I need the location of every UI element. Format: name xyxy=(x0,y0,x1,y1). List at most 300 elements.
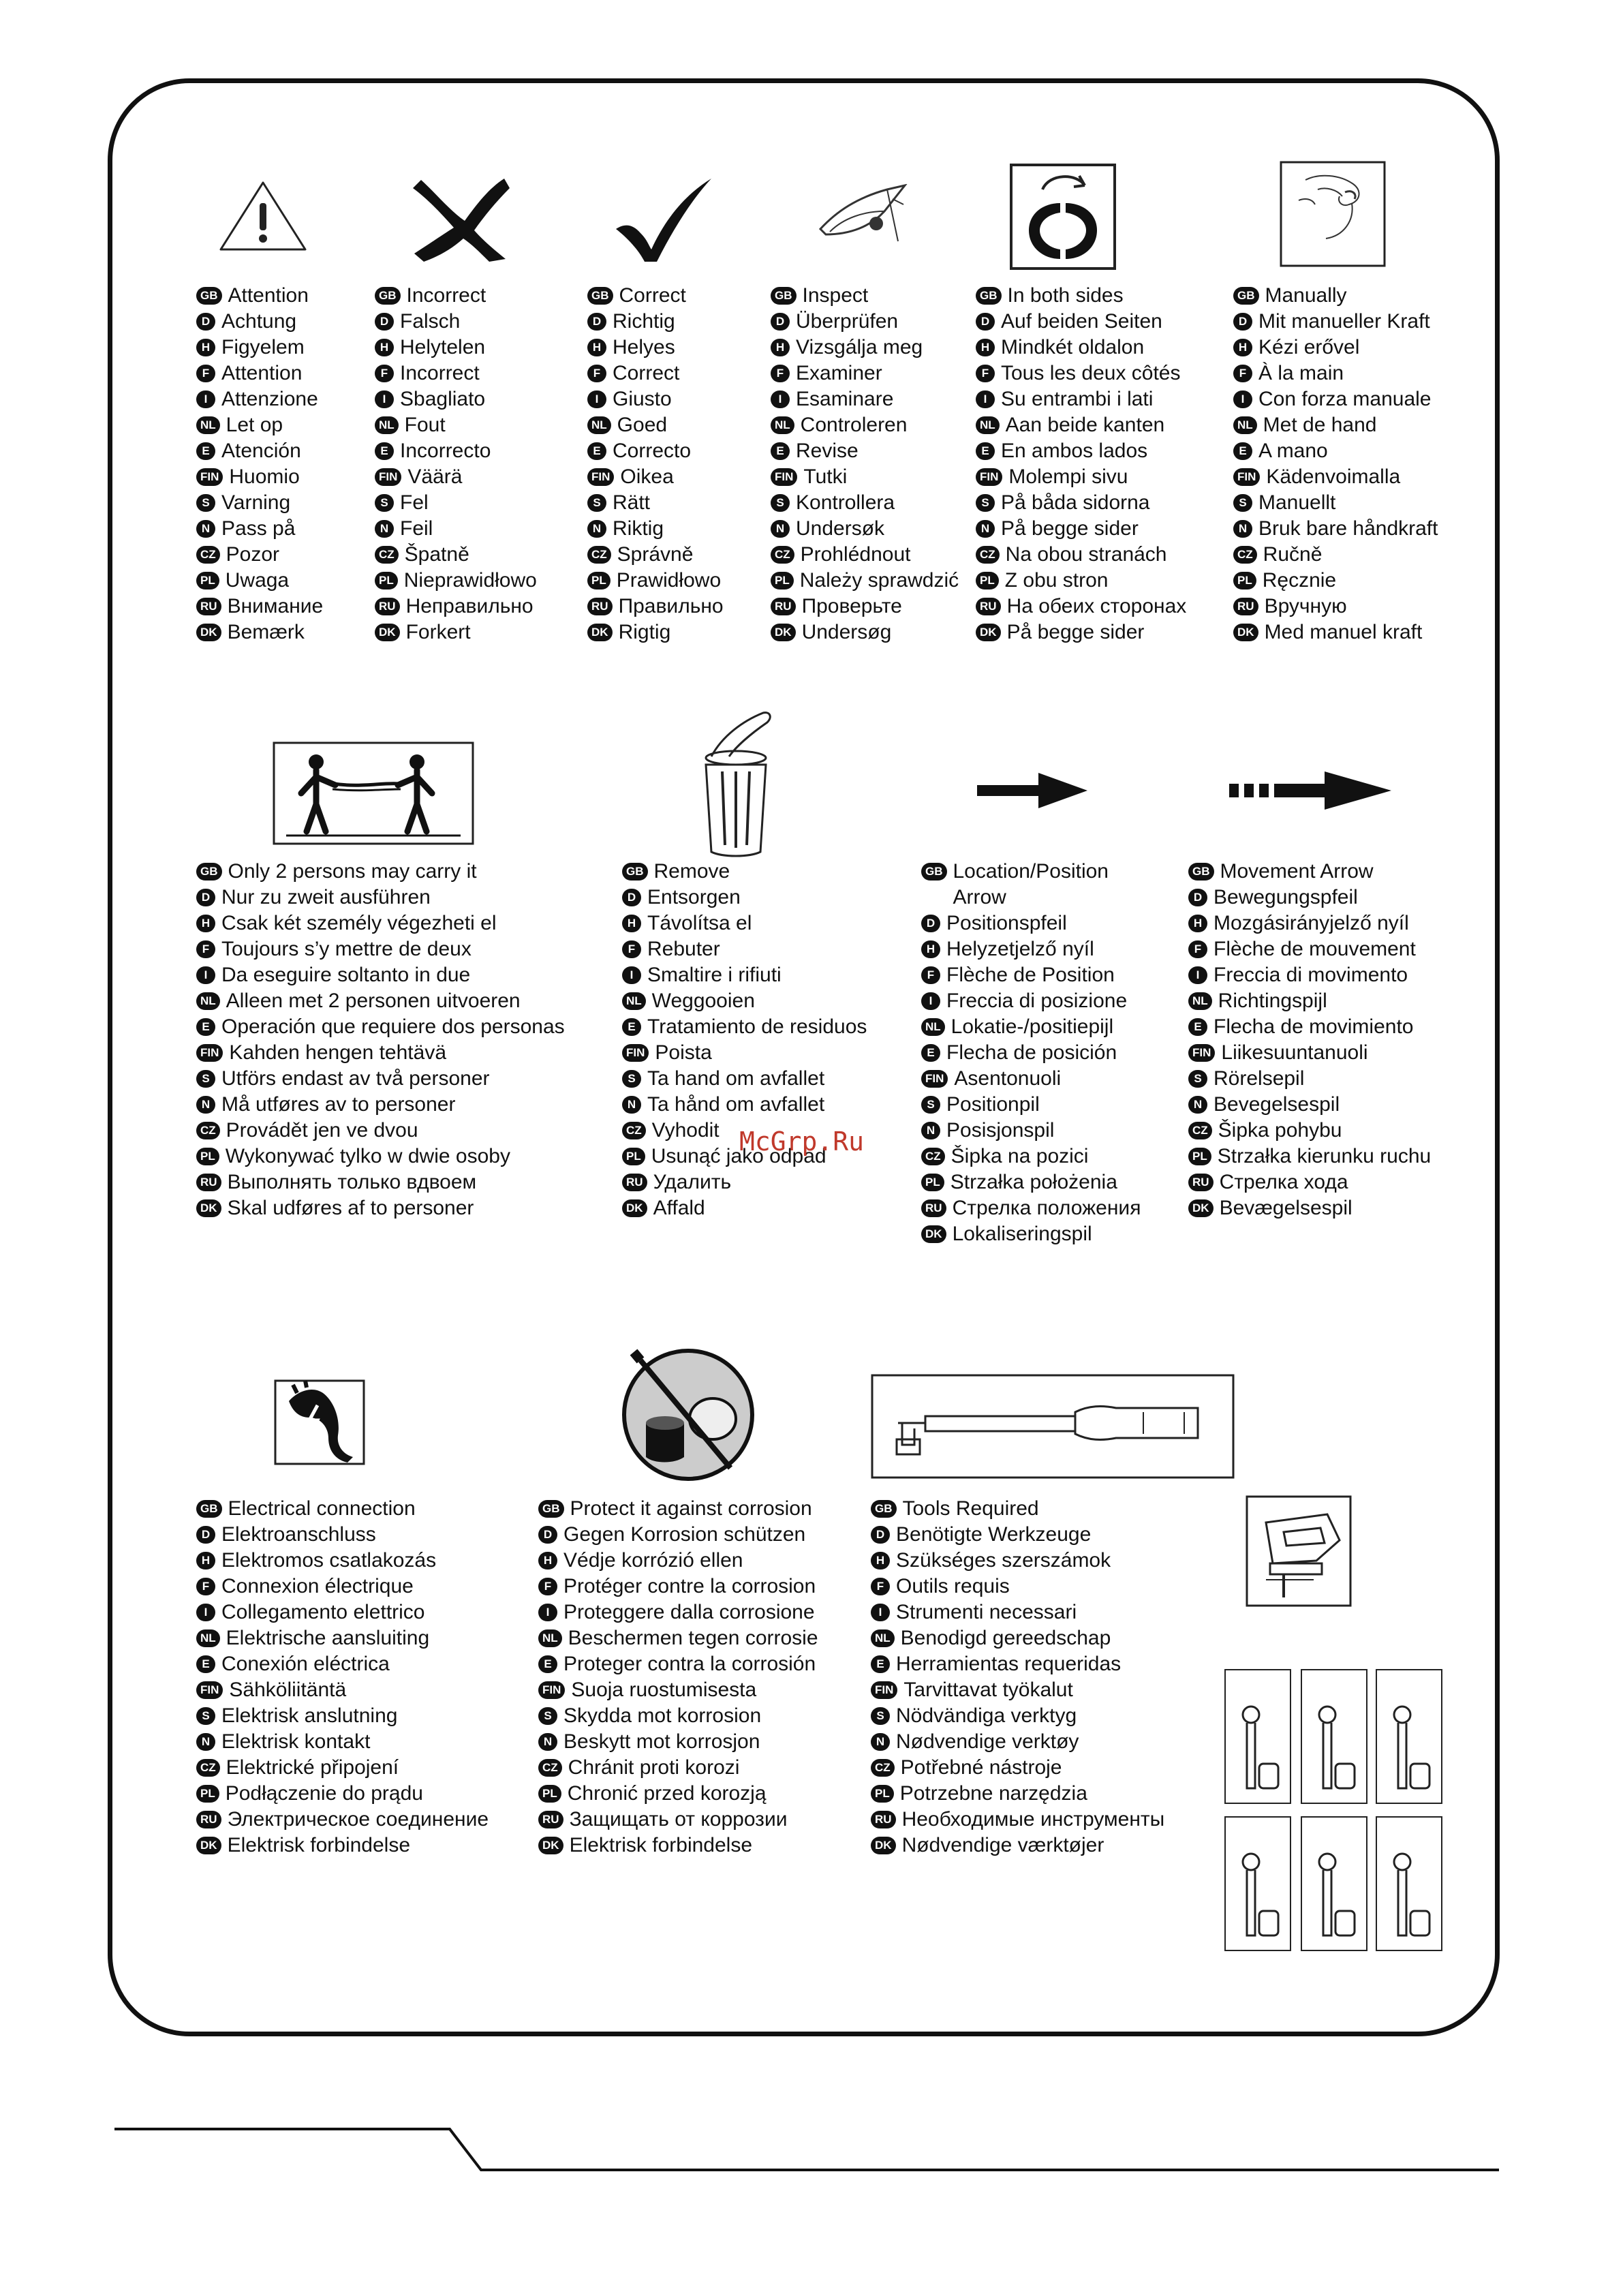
movement-arrow-icon xyxy=(1229,771,1393,810)
language-text: Med manuel kraft xyxy=(1264,621,1423,643)
language-code-badge: D xyxy=(976,313,995,331)
language-row xyxy=(921,1066,1141,1092)
language-row xyxy=(1188,910,1431,936)
language-code-badge: F xyxy=(196,940,215,958)
language-text: Podłączenie do prądu xyxy=(225,1782,423,1805)
language-row xyxy=(1233,309,1438,335)
language-text: Sähköliitäntä xyxy=(229,1679,347,1701)
language-row xyxy=(375,542,537,568)
language-row xyxy=(538,1729,818,1755)
language-text: Correct xyxy=(613,362,680,384)
language-text: Undersøk xyxy=(796,517,885,540)
language-code-badge: RU xyxy=(871,1811,896,1828)
language-code-badge: N xyxy=(196,520,215,538)
language-row xyxy=(196,1548,489,1574)
language-code-badge: E xyxy=(196,1018,215,1036)
language-row xyxy=(196,936,565,962)
language-code-badge: I xyxy=(196,391,215,408)
language-code-badge: RU xyxy=(771,598,796,615)
language-row xyxy=(196,1833,489,1858)
language-code-badge: F xyxy=(538,1578,557,1595)
language-text: Manually xyxy=(1265,284,1347,307)
language-code-badge: NL xyxy=(622,992,646,1010)
language-code-badge: F xyxy=(196,1578,215,1595)
language-code-badge: H xyxy=(771,339,790,356)
language-text: Rätt xyxy=(613,491,651,514)
language-code-badge: H xyxy=(375,339,394,356)
inspect-block xyxy=(771,283,959,645)
language-code-badge: D xyxy=(538,1526,557,1544)
language-text: Kézi erővel xyxy=(1258,336,1360,358)
language-code-badge: H xyxy=(622,915,641,932)
language-text: Väärä xyxy=(407,465,463,488)
language-text: A mano xyxy=(1258,440,1328,462)
wrench-tool-icon xyxy=(871,1374,1235,1479)
language-code-badge: S xyxy=(921,1096,940,1114)
language-code-badge: FIN xyxy=(196,1044,223,1062)
language-text: Electrical connection xyxy=(228,1497,416,1520)
language-row xyxy=(976,490,1186,516)
language-code-badge: CZ xyxy=(196,546,220,564)
language-row xyxy=(375,412,537,438)
language-row xyxy=(771,283,959,309)
language-text: Poista xyxy=(655,1041,712,1064)
language-row xyxy=(196,464,323,490)
language-text: Collegamento elettrico xyxy=(221,1601,425,1623)
language-code-badge: GB xyxy=(196,863,222,881)
language-row xyxy=(771,568,959,594)
language-row xyxy=(1233,594,1438,619)
language-row xyxy=(1233,619,1438,645)
language-text: Tutki xyxy=(803,465,848,488)
language-code-badge: DK xyxy=(921,1225,946,1243)
language-text: Revise xyxy=(796,440,859,462)
language-code-badge: N xyxy=(196,1096,215,1114)
language-text: Skydda mot korrosion xyxy=(563,1704,762,1727)
language-text: Rebuter xyxy=(647,938,720,960)
socket-wrench-set-icon xyxy=(1224,1668,1443,1957)
language-code-badge: RU xyxy=(196,1174,221,1191)
language-code-badge: PL xyxy=(587,572,610,590)
language-row xyxy=(587,438,724,464)
language-text: Attenzione xyxy=(221,388,318,410)
language-code-badge: S xyxy=(622,1070,641,1088)
language-row xyxy=(1233,412,1438,438)
language-row xyxy=(622,859,867,885)
language-code-badge: E xyxy=(1188,1018,1207,1036)
language-row xyxy=(871,1833,1164,1858)
language-code-badge: N xyxy=(1188,1096,1207,1114)
language-row xyxy=(196,283,323,309)
language-row xyxy=(587,594,724,619)
language-code-badge: H xyxy=(196,1552,215,1570)
language-text: Rigtig xyxy=(618,621,671,643)
language-row xyxy=(196,568,323,594)
language-row xyxy=(622,936,867,962)
language-text: Nur zu zweit ausführen xyxy=(221,886,431,908)
language-row xyxy=(976,542,1186,568)
language-text: Giusto xyxy=(613,388,672,410)
language-code-badge: RU xyxy=(1233,598,1258,615)
language-code-badge: S xyxy=(538,1707,557,1725)
language-code-badge: N xyxy=(976,520,995,538)
language-row xyxy=(587,412,724,438)
language-text: Let op xyxy=(226,414,283,436)
language-code-badge: FIN xyxy=(375,468,401,486)
language-text: Überprüfen xyxy=(796,310,899,333)
language-row xyxy=(587,335,724,361)
language-code-badge: NL xyxy=(1188,992,1212,1010)
language-row xyxy=(196,988,565,1014)
language-code-badge: PL xyxy=(976,572,999,590)
language-text: Tools Required xyxy=(902,1497,1039,1520)
language-row xyxy=(538,1522,818,1548)
language-code-badge: DK xyxy=(196,1837,221,1854)
language-code-badge: I xyxy=(1233,391,1252,408)
language-row xyxy=(196,885,565,910)
language-code-badge: PL xyxy=(538,1785,561,1803)
language-code-badge: H xyxy=(871,1552,890,1570)
language-code-badge: E xyxy=(196,442,215,460)
language-code-badge: PL xyxy=(196,572,219,590)
language-text: À la main xyxy=(1258,362,1344,384)
incorrect-block xyxy=(375,283,537,645)
language-code-badge: GB xyxy=(622,863,648,881)
language-text: Špatně xyxy=(404,543,469,566)
language-code-badge: FIN xyxy=(196,468,223,486)
language-text: Strumenti necessari xyxy=(896,1601,1077,1623)
language-code-badge: NL xyxy=(196,416,220,434)
language-row xyxy=(622,1092,867,1118)
language-row xyxy=(375,361,537,386)
language-code-badge: FIN xyxy=(587,468,614,486)
language-text: Provádět jen ve dvou xyxy=(226,1119,418,1142)
language-code-badge: FIN xyxy=(538,1681,565,1699)
language-row xyxy=(538,1703,818,1729)
language-row xyxy=(771,490,959,516)
language-code-badge: PL xyxy=(196,1148,219,1165)
language-text: Nödvändiga verktyg xyxy=(896,1704,1077,1727)
language-row xyxy=(196,438,323,464)
language-text: Prohlédnout xyxy=(800,543,911,566)
language-row xyxy=(538,1651,818,1677)
language-text: Da eseguire soltanto in due xyxy=(221,964,471,986)
language-code-badge: RU xyxy=(921,1199,946,1217)
language-row xyxy=(196,594,323,619)
language-code-badge: NL xyxy=(196,992,220,1010)
language-row xyxy=(976,568,1186,594)
remove-block xyxy=(622,859,867,1221)
language-row xyxy=(196,962,565,988)
language-row xyxy=(196,1040,565,1066)
language-row xyxy=(1233,542,1438,568)
language-text: Met de hand xyxy=(1263,414,1377,436)
language-text: Védje korrózió ellen xyxy=(563,1549,743,1572)
language-text: Smaltire i rifiuti xyxy=(647,964,782,986)
language-text: Tous les deux côtés xyxy=(1001,362,1181,384)
language-text: Fout xyxy=(404,414,446,436)
language-code-badge: F xyxy=(1233,365,1252,382)
language-code-badge: E xyxy=(871,1655,890,1673)
language-text: Nødvendige værktøjer xyxy=(901,1834,1104,1856)
language-row xyxy=(196,335,323,361)
language-code-badge: NL xyxy=(921,1018,945,1036)
language-row xyxy=(196,1144,565,1169)
language-text: Location/Position xyxy=(953,860,1109,883)
language-row xyxy=(622,1014,867,1040)
language-text: På begge sider xyxy=(1001,517,1139,540)
language-row xyxy=(196,386,323,412)
language-text: Mozgásirányjelző nyíl xyxy=(1214,912,1409,934)
language-code-badge: GB xyxy=(538,1500,564,1518)
language-code-badge: I xyxy=(871,1604,890,1621)
language-code-badge: D xyxy=(587,313,606,331)
language-code-badge: H xyxy=(196,339,215,356)
language-text: Strzałka położenia xyxy=(950,1171,1117,1193)
language-row xyxy=(976,412,1186,438)
position-arrow-block xyxy=(921,859,1141,1247)
language-code-badge: FIN xyxy=(1233,468,1260,486)
language-text: Szükséges szerszámok xyxy=(896,1549,1111,1572)
language-text: Esaminare xyxy=(796,388,894,410)
language-code-badge: RU xyxy=(375,598,400,615)
language-text: Elektroanschluss xyxy=(221,1523,376,1546)
language-text: Выполнять только вдвоем xyxy=(227,1171,477,1193)
language-text: Attention xyxy=(221,362,303,384)
language-text: Potřebné nástroje xyxy=(900,1756,1062,1779)
language-code-badge: GB xyxy=(976,287,1002,305)
language-code-badge: E xyxy=(622,1018,641,1036)
language-text: Inspect xyxy=(802,284,869,307)
language-code-badge: PL xyxy=(622,1148,645,1165)
language-code-badge: CZ xyxy=(921,1148,945,1165)
language-text: Positionpil xyxy=(946,1093,1040,1116)
language-text: Nødvendige verktøy xyxy=(896,1730,1079,1753)
language-code-badge: NL xyxy=(375,416,399,434)
language-text: Atención xyxy=(221,440,301,462)
language-row xyxy=(871,1703,1164,1729)
language-code-badge: GB xyxy=(196,1500,222,1518)
language-row xyxy=(375,335,537,361)
language-text: På båda sidorna xyxy=(1001,491,1150,514)
language-code-badge: D xyxy=(771,313,790,331)
language-text: Kahden hengen tehtävä xyxy=(229,1041,447,1064)
language-row xyxy=(196,1781,489,1807)
language-code-badge: NL xyxy=(976,416,1000,434)
language-text: Outils requis xyxy=(896,1575,1010,1597)
language-row xyxy=(587,568,724,594)
language-code-badge: N xyxy=(1233,520,1252,538)
language-code-badge: CZ xyxy=(538,1759,562,1777)
language-text: Ta hånd om avfallet xyxy=(647,1093,825,1116)
language-code-badge: DK xyxy=(771,624,796,641)
language-code-badge: S xyxy=(587,494,606,512)
language-text: Удалить xyxy=(653,1171,732,1193)
language-code-badge: H xyxy=(921,940,940,958)
language-text: Pass på xyxy=(221,517,296,540)
language-text: Movement Arrow xyxy=(1220,860,1374,883)
language-text: Távolítsa el xyxy=(647,912,752,934)
language-text: Šipka pohybu xyxy=(1218,1119,1342,1142)
language-row xyxy=(196,1522,489,1548)
language-row xyxy=(1233,516,1438,542)
language-text: Usunąć jako odpad xyxy=(651,1145,826,1167)
language-text: Proteggere dalla corrosione xyxy=(563,1601,815,1623)
language-row xyxy=(771,361,959,386)
language-row xyxy=(771,309,959,335)
warning-triangle-icon xyxy=(217,179,309,255)
language-row xyxy=(196,1066,565,1092)
language-row xyxy=(871,1522,1164,1548)
language-code-badge: NL xyxy=(771,416,794,434)
language-code-badge: N xyxy=(622,1096,641,1114)
language-row xyxy=(196,1118,565,1144)
language-row xyxy=(976,619,1186,645)
language-code-badge: NL xyxy=(538,1629,562,1647)
language-text: Liikesuuntanuoli xyxy=(1221,1041,1368,1064)
language-text: Herramientas requeridas xyxy=(896,1653,1122,1675)
language-row xyxy=(871,1807,1164,1833)
language-text: Entsorgen xyxy=(647,886,741,908)
language-row xyxy=(976,438,1186,464)
language-text: En ambos lados xyxy=(1001,440,1148,462)
language-row xyxy=(538,1548,818,1574)
language-code-badge: RU xyxy=(587,598,613,615)
language-row xyxy=(375,619,537,645)
language-text: Only 2 persons may carry it xyxy=(228,860,477,883)
language-text: Bruk bare håndkraft xyxy=(1258,517,1438,540)
language-code-badge: GB xyxy=(375,287,401,305)
cross-icon xyxy=(409,173,511,263)
language-code-badge: D xyxy=(375,313,394,331)
language-text: Incorrect xyxy=(406,284,486,307)
language-text: Вручную xyxy=(1264,595,1347,617)
language-text: Helyes xyxy=(613,336,675,358)
language-text: Mit manueller Kraft xyxy=(1258,310,1430,333)
language-row xyxy=(921,1040,1141,1066)
language-row xyxy=(196,1014,565,1040)
language-text: Potrzebne narzędzia xyxy=(899,1782,1087,1805)
language-code-badge: F xyxy=(976,365,995,382)
language-code-badge: D xyxy=(196,313,215,331)
language-row xyxy=(622,1169,867,1195)
language-code-badge: F xyxy=(921,966,940,984)
tools-block xyxy=(871,1496,1164,1858)
language-code-badge: DK xyxy=(1188,1199,1214,1217)
language-code-badge: RU xyxy=(196,1811,221,1828)
language-code-badge: I xyxy=(976,391,995,408)
language-row xyxy=(1188,1040,1431,1066)
language-text: Csak két személy végezheti el xyxy=(221,912,497,934)
language-text: Aan beide kanten xyxy=(1005,414,1165,436)
language-row xyxy=(587,309,724,335)
language-code-badge: E xyxy=(375,442,394,460)
language-text: Utförs endast av två personer xyxy=(221,1067,490,1090)
language-row xyxy=(538,1599,818,1625)
language-text: Elektrisk forbindelse xyxy=(227,1834,411,1856)
language-row xyxy=(375,438,537,464)
language-row xyxy=(976,335,1186,361)
language-code-badge: S xyxy=(1233,494,1252,512)
language-row xyxy=(871,1677,1164,1703)
language-row xyxy=(921,988,1141,1014)
language-code-badge: I xyxy=(771,391,790,408)
language-text: Protéger contre la corrosion xyxy=(563,1575,816,1597)
language-code-badge: D xyxy=(196,1526,215,1544)
language-code-badge: N xyxy=(921,1122,940,1139)
language-text: Su entrambi i lati xyxy=(1001,388,1154,410)
language-row xyxy=(771,516,959,542)
language-text: Správně xyxy=(617,543,694,566)
language-text: Conexión eléctrica xyxy=(221,1653,390,1675)
language-code-badge: H xyxy=(1188,915,1207,932)
language-row xyxy=(1188,988,1431,1014)
language-code-badge: PL xyxy=(771,572,794,590)
language-text: Falsch xyxy=(400,310,461,333)
language-text: Achtung xyxy=(221,310,297,333)
language-text: Freccia di movimento xyxy=(1214,964,1408,986)
language-code-badge: F xyxy=(771,365,790,382)
language-text: Sbagliato xyxy=(400,388,486,410)
language-row xyxy=(976,361,1186,386)
language-row xyxy=(1233,283,1438,309)
language-code-badge: E xyxy=(1233,442,1252,460)
language-row xyxy=(1233,464,1438,490)
language-text: Wykonywać tylko w dwie osoby xyxy=(225,1145,510,1167)
language-text: Suoja ruostumisesta xyxy=(571,1679,757,1701)
language-code-badge: N xyxy=(587,520,606,538)
language-row xyxy=(375,568,537,594)
language-code-badge: F xyxy=(622,940,641,958)
language-text: Ta hand om avfallet xyxy=(647,1067,825,1090)
language-row xyxy=(196,516,323,542)
language-code-badge: I xyxy=(1188,966,1207,984)
language-row xyxy=(538,1677,818,1703)
language-code-badge: H xyxy=(538,1552,557,1570)
language-text: Helyzetjelző nyíl xyxy=(946,938,1094,960)
language-code-badge: NL xyxy=(196,1629,220,1647)
language-row xyxy=(921,910,1141,936)
language-code-badge: S xyxy=(375,494,394,512)
jigsaw-icon xyxy=(1246,1495,1352,1607)
language-row xyxy=(196,1195,565,1221)
language-row xyxy=(771,594,959,619)
language-code-badge: CZ xyxy=(196,1122,220,1139)
language-text: Kädenvoimalla xyxy=(1266,465,1401,488)
language-code-badge: N xyxy=(196,1733,215,1751)
language-text: In both sides xyxy=(1007,284,1124,307)
language-text: Attention xyxy=(228,284,309,307)
language-code-badge: PL xyxy=(375,572,398,590)
both-sides-icon xyxy=(1008,162,1117,271)
language-row xyxy=(538,1574,818,1599)
language-code-badge: I xyxy=(196,966,215,984)
language-row xyxy=(622,910,867,936)
language-code-badge: DK xyxy=(622,1199,647,1217)
language-text: Необходимые инструменты xyxy=(901,1808,1165,1831)
language-row xyxy=(196,1169,565,1195)
language-code-badge: N xyxy=(375,520,394,538)
language-text: Beskytt mot korrosjon xyxy=(563,1730,760,1753)
language-text: Na obou stranách xyxy=(1005,543,1167,566)
language-row xyxy=(196,1807,489,1833)
language-row xyxy=(622,962,867,988)
language-row xyxy=(1233,386,1438,412)
language-code-badge: F xyxy=(196,365,215,382)
language-row xyxy=(196,859,565,885)
language-row xyxy=(921,1014,1141,1040)
language-row xyxy=(587,283,724,309)
